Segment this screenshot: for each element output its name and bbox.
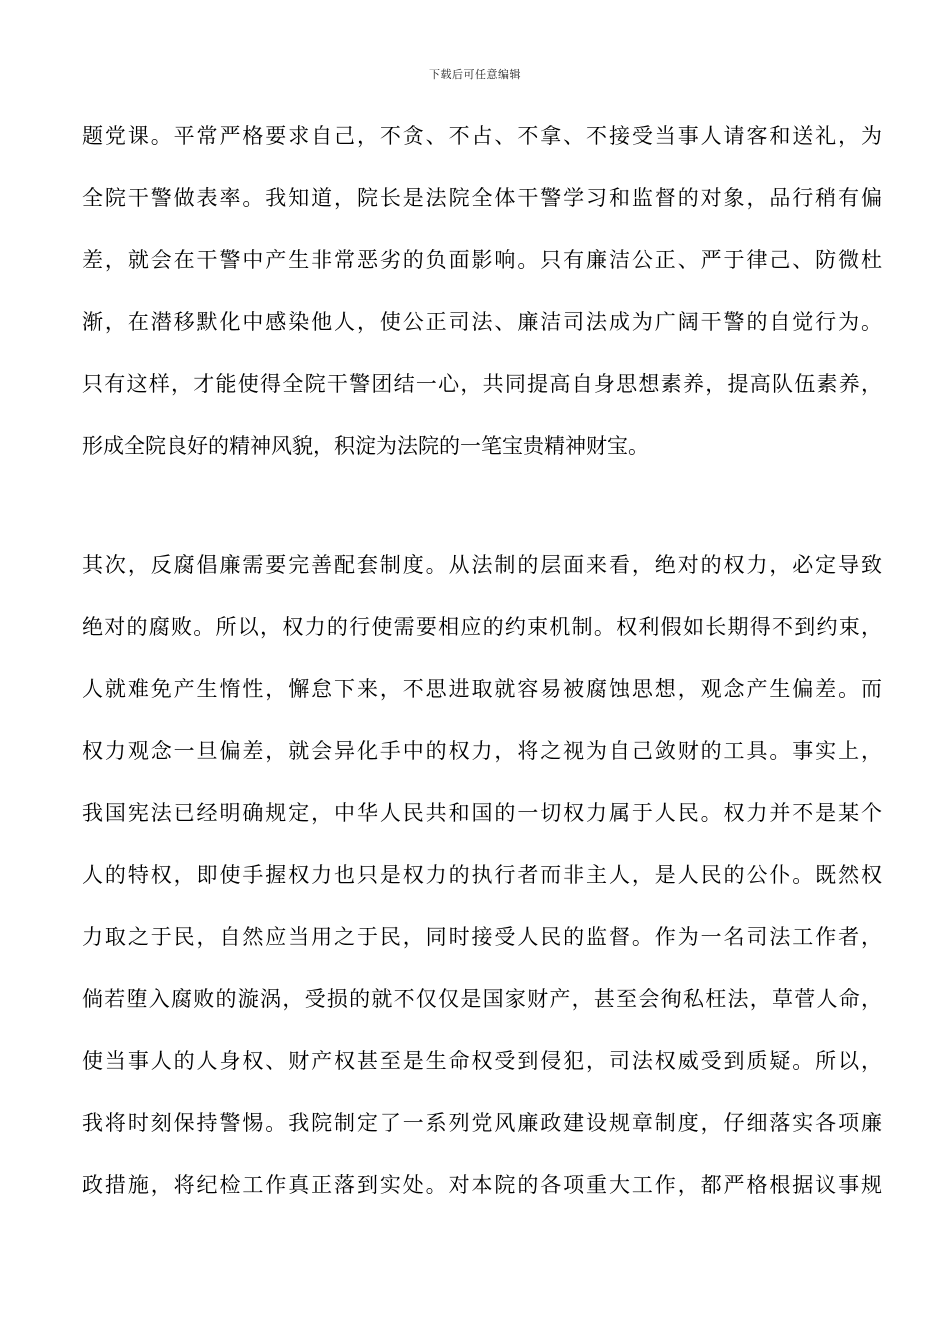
paragraph-2-line-4: 权力观念一旦偏差，就会异化手中的权力，将之视为自己敛财的工具。事实上， xyxy=(82,739,882,763)
paragraph-1-line-5: 只有这样，才能使得全院干警团结一心，共同提高自身思想素养，提高队伍素养， xyxy=(82,372,882,396)
paragraph-2-line-1: 其次，反腐倡廉需要完善配套制度。从法制的层面来看，绝对的权力，必定导致 xyxy=(82,553,882,577)
paragraph-2-line-8: 倘若堕入腐败的漩涡，受损的就不仅仅是国家财产，甚至会徇私枉法，草菅人命， xyxy=(82,987,882,1011)
paragraph-1-line-4: 渐，在潜移默化中感染他人，使公正司法、廉洁司法成为广阔干警的自觉行为。 xyxy=(82,310,882,334)
header-note: 下载后可任意编辑 xyxy=(429,68,521,81)
paragraph-1-line-3: 差，就会在干警中产生非常恶劣的负面影响。只有廉洁公正、严于律己、防微杜 xyxy=(82,248,882,272)
paragraph-2-line-10: 我将时刻保持警惕。我院制定了一系列党风廉政建设规章制度，仔细落实各项廉 xyxy=(82,1111,882,1135)
paragraph-1-line-2: 全院干警做表率。我知道，院长是法院全体干警学习和监督的对象，品行稍有偏 xyxy=(82,186,882,210)
paragraph-2-line-3: 人就难免产生惰性，懈怠下来，不思进取就容易被腐蚀思想，观念产生偏差。而 xyxy=(82,677,882,701)
paragraph-2-line-11: 政措施，将纪检工作真正落到实处。对本院的各项重大工作，都严格根据议事规 xyxy=(82,1173,882,1197)
paragraph-2-line-9: 使当事人的人身权、财产权甚至是生命权受到侵犯，司法权威受到质疑。所以， xyxy=(82,1049,882,1073)
paragraph-2-line-6: 人的特权，即使手握权力也只是权力的执行者而非主人，是人民的公仆。既然权 xyxy=(82,863,882,887)
paragraph-1-line-1: 题党课。平常严格要求自己，不贪、不占、不拿、不接受当事人请客和送礼，为 xyxy=(82,124,882,148)
paragraph-2-line-5: 我国宪法已经明确规定，中华人民共和国的一切权力属于人民。权力并不是某个 xyxy=(82,801,882,825)
paragraph-2-line-7: 力取之于民，自然应当用之于民，同时接受人民的监督。作为一名司法工作者， xyxy=(82,925,882,949)
paragraph-1-line-6: 形成全院良好的精神风貌，积淀为法院的一笔宝贵精神财宝。 xyxy=(82,434,649,458)
paragraph-2-line-2: 绝对的腐败。所以，权力的行使需要相应的约束机制。权利假如长期得不到约束， xyxy=(82,615,882,639)
